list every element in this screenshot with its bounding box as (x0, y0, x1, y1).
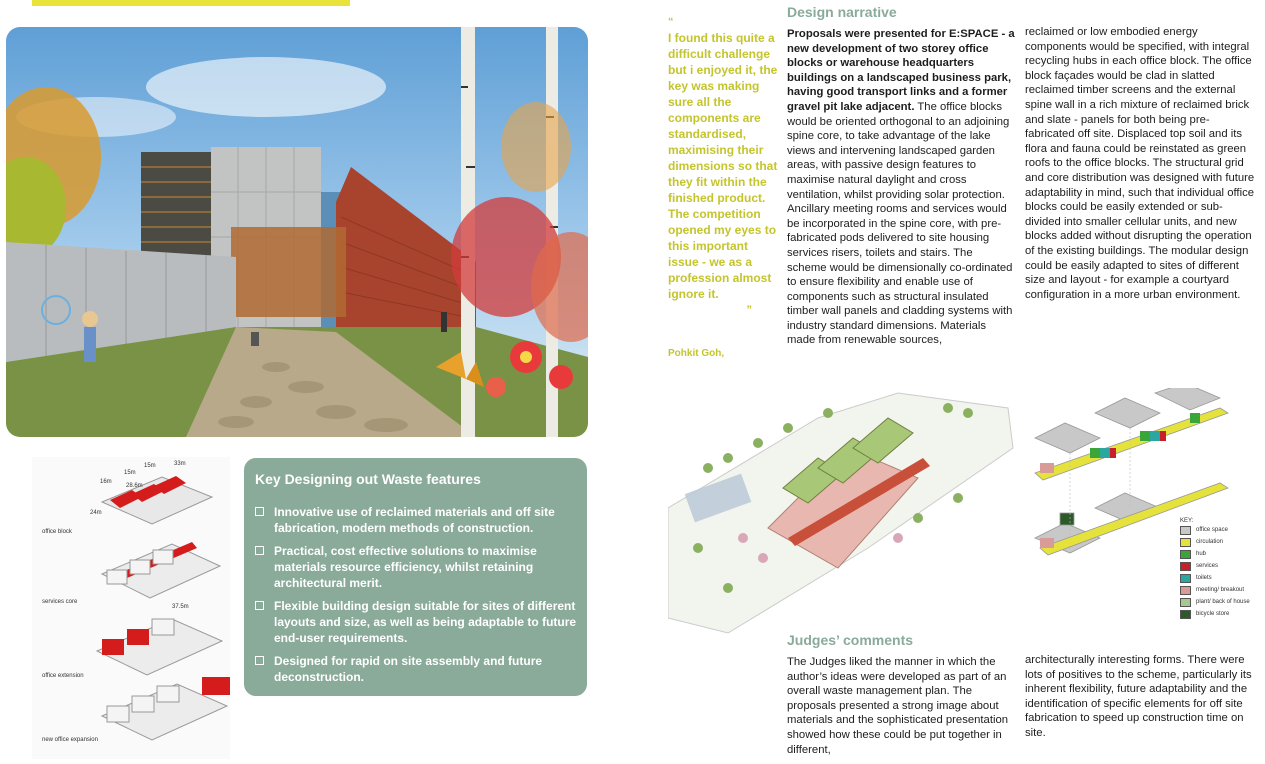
quote-text: I found this quite a difficult challenge but i enjoyed it, the key was making sure all the components are standardised, maximising their dimensions so that they fit within the finished product. The competition opened my eyes to this important issue - we as a profession almost ignore it. (668, 31, 778, 301)
narrative-lead: Proposals were presented for E:SPACE - a new development of two storey office blocks or warehouse headquarters buildings on a landscaped business park, having good transport links and a former gravel pit lake adjacent. (787, 28, 1015, 113)
key-swatch (1180, 574, 1191, 583)
key-swatch (1180, 526, 1191, 535)
stage-label: office extension (42, 673, 84, 679)
quote-author: Pohkit Goh, (668, 348, 725, 359)
pull-quote (668, 14, 778, 318)
key-swatch (1180, 562, 1191, 571)
stage-label: services core (42, 599, 78, 605)
feature-item: Practical, cost effective solutions to maximise materials resource efficiency, whilst retaining architectural merit. (255, 543, 580, 591)
checkbox-bullet-icon (255, 546, 264, 555)
judges-comments-heading: Judges’ comments (787, 632, 914, 648)
key-item: services (1180, 560, 1250, 572)
dimension-label: 24m (90, 510, 102, 516)
key-item: plant/ back of house (1180, 596, 1250, 608)
dimension-label: 15m (144, 463, 156, 469)
dimension-label: 37.5m (172, 604, 189, 610)
site-plan-svg (668, 388, 1016, 638)
key-title: KEY: (1180, 518, 1194, 524)
architectural-render (6, 27, 588, 437)
key-item: meeting/ breakout (1180, 584, 1250, 596)
checkbox-bullet-icon (255, 507, 264, 516)
key-swatch (1180, 586, 1191, 595)
checkbox-bullet-icon (255, 656, 264, 665)
render-illustration (6, 27, 588, 437)
design-narrative-column-2 (1025, 25, 1255, 302)
key-item: toilets (1180, 572, 1250, 584)
key-item: hub (1180, 548, 1250, 560)
dimension-label: 16m (100, 479, 112, 485)
dimension-label: 33m (174, 461, 186, 467)
stages-illustration (32, 457, 230, 759)
key-swatch (1180, 598, 1191, 607)
construction-stages-diagram (32, 457, 230, 759)
key-swatch (1180, 550, 1191, 559)
features-list (255, 504, 580, 692)
diagram-key (1180, 518, 1250, 620)
dimension-label: 28.6m (126, 483, 143, 489)
judges-comments-column-2: architecturally interesting forms. There were lots of positives to the scheme, particularly its inherent flexibility, future adaptability and the identification of specific elements for off site fabrication to speed up construction time on site. (1025, 654, 1252, 739)
key-item: bicycle store (1180, 608, 1250, 620)
key-swatch (1180, 610, 1191, 619)
key-item: office space (1180, 524, 1250, 536)
judges-comments-column-1: The Judges liked the manner in which the author’s ideas were developed as part of an overall waste management plan. The proposals presented a strong image about materials and the sophisticated presentation showed how these could be put together in different, (787, 656, 1009, 756)
feature-item: Designed for rapid on site assembly and future deconstruction. (255, 653, 580, 685)
key-item: circulation (1180, 536, 1250, 548)
feature-item: Flexible building design suitable for sites of different layouts and size, as well as being adaptable to future end-user requirements. (255, 598, 580, 646)
stage-label: new office expansion (42, 737, 98, 743)
features-title: Key Designing out Waste features (255, 471, 481, 487)
close-quote-icon: ” (746, 304, 750, 316)
key-features-box (244, 458, 587, 696)
site-plan-illustration (668, 388, 1016, 638)
key-swatch (1180, 538, 1191, 547)
open-quote-icon: “ (668, 16, 672, 28)
design-narrative-column-1 (787, 27, 1015, 348)
narrative-body-1: The office blocks would be oriented orthogonal to an adjoining spine core, to take advantage of the lake views and intervening landscaped garden areas, with passive design features to maximise natural daylight and cross ventilation, whilst providing solar protection. Ancillary meeting rooms and services would be incorporated in the spine core, with pre-fabricated pods delivered to site housing services risers, toilets and stairs. The scheme would be dimensionally co-ordinated to ensure flexibility and enable use of components such as structural insulated timber wall panels and cladding systems with industry standard dimensions. Materials made from renewable sources, (787, 100, 1013, 347)
feature-item: Innovative use of reclaimed materials and off site fabrication, modern methods of construction. (255, 504, 580, 536)
stage-label: office block (42, 529, 72, 535)
checkbox-bullet-icon (255, 601, 264, 610)
dimension-label: 15m (124, 470, 136, 476)
narrative-body-2: reclaimed or low embodied energy components would be specified, with integral recycling hubs in each office block. The office block façades would be clad in slatted reclaimed timber screens and the external spine wall in a rich mixture of reclaimed brick and slate - panels for both being pre-fabricated off site. Displaced top soil and its flora and fauna could be reinstated as green roofs to the office blocks. The structural grid and core distribution was designed with future adaptability in mind, such that individual office blocks could be easily extended or sub-divided into smaller cellular units, and new blocks added without disrupting the operation of the existing buildings. The modular design could be easily adapted to sites of different size and layout - for example a courtyard configuration in a more urban environment. (1025, 26, 1255, 301)
design-narrative-heading: Design narrative (787, 4, 897, 20)
top-accent-bar (32, 0, 350, 6)
